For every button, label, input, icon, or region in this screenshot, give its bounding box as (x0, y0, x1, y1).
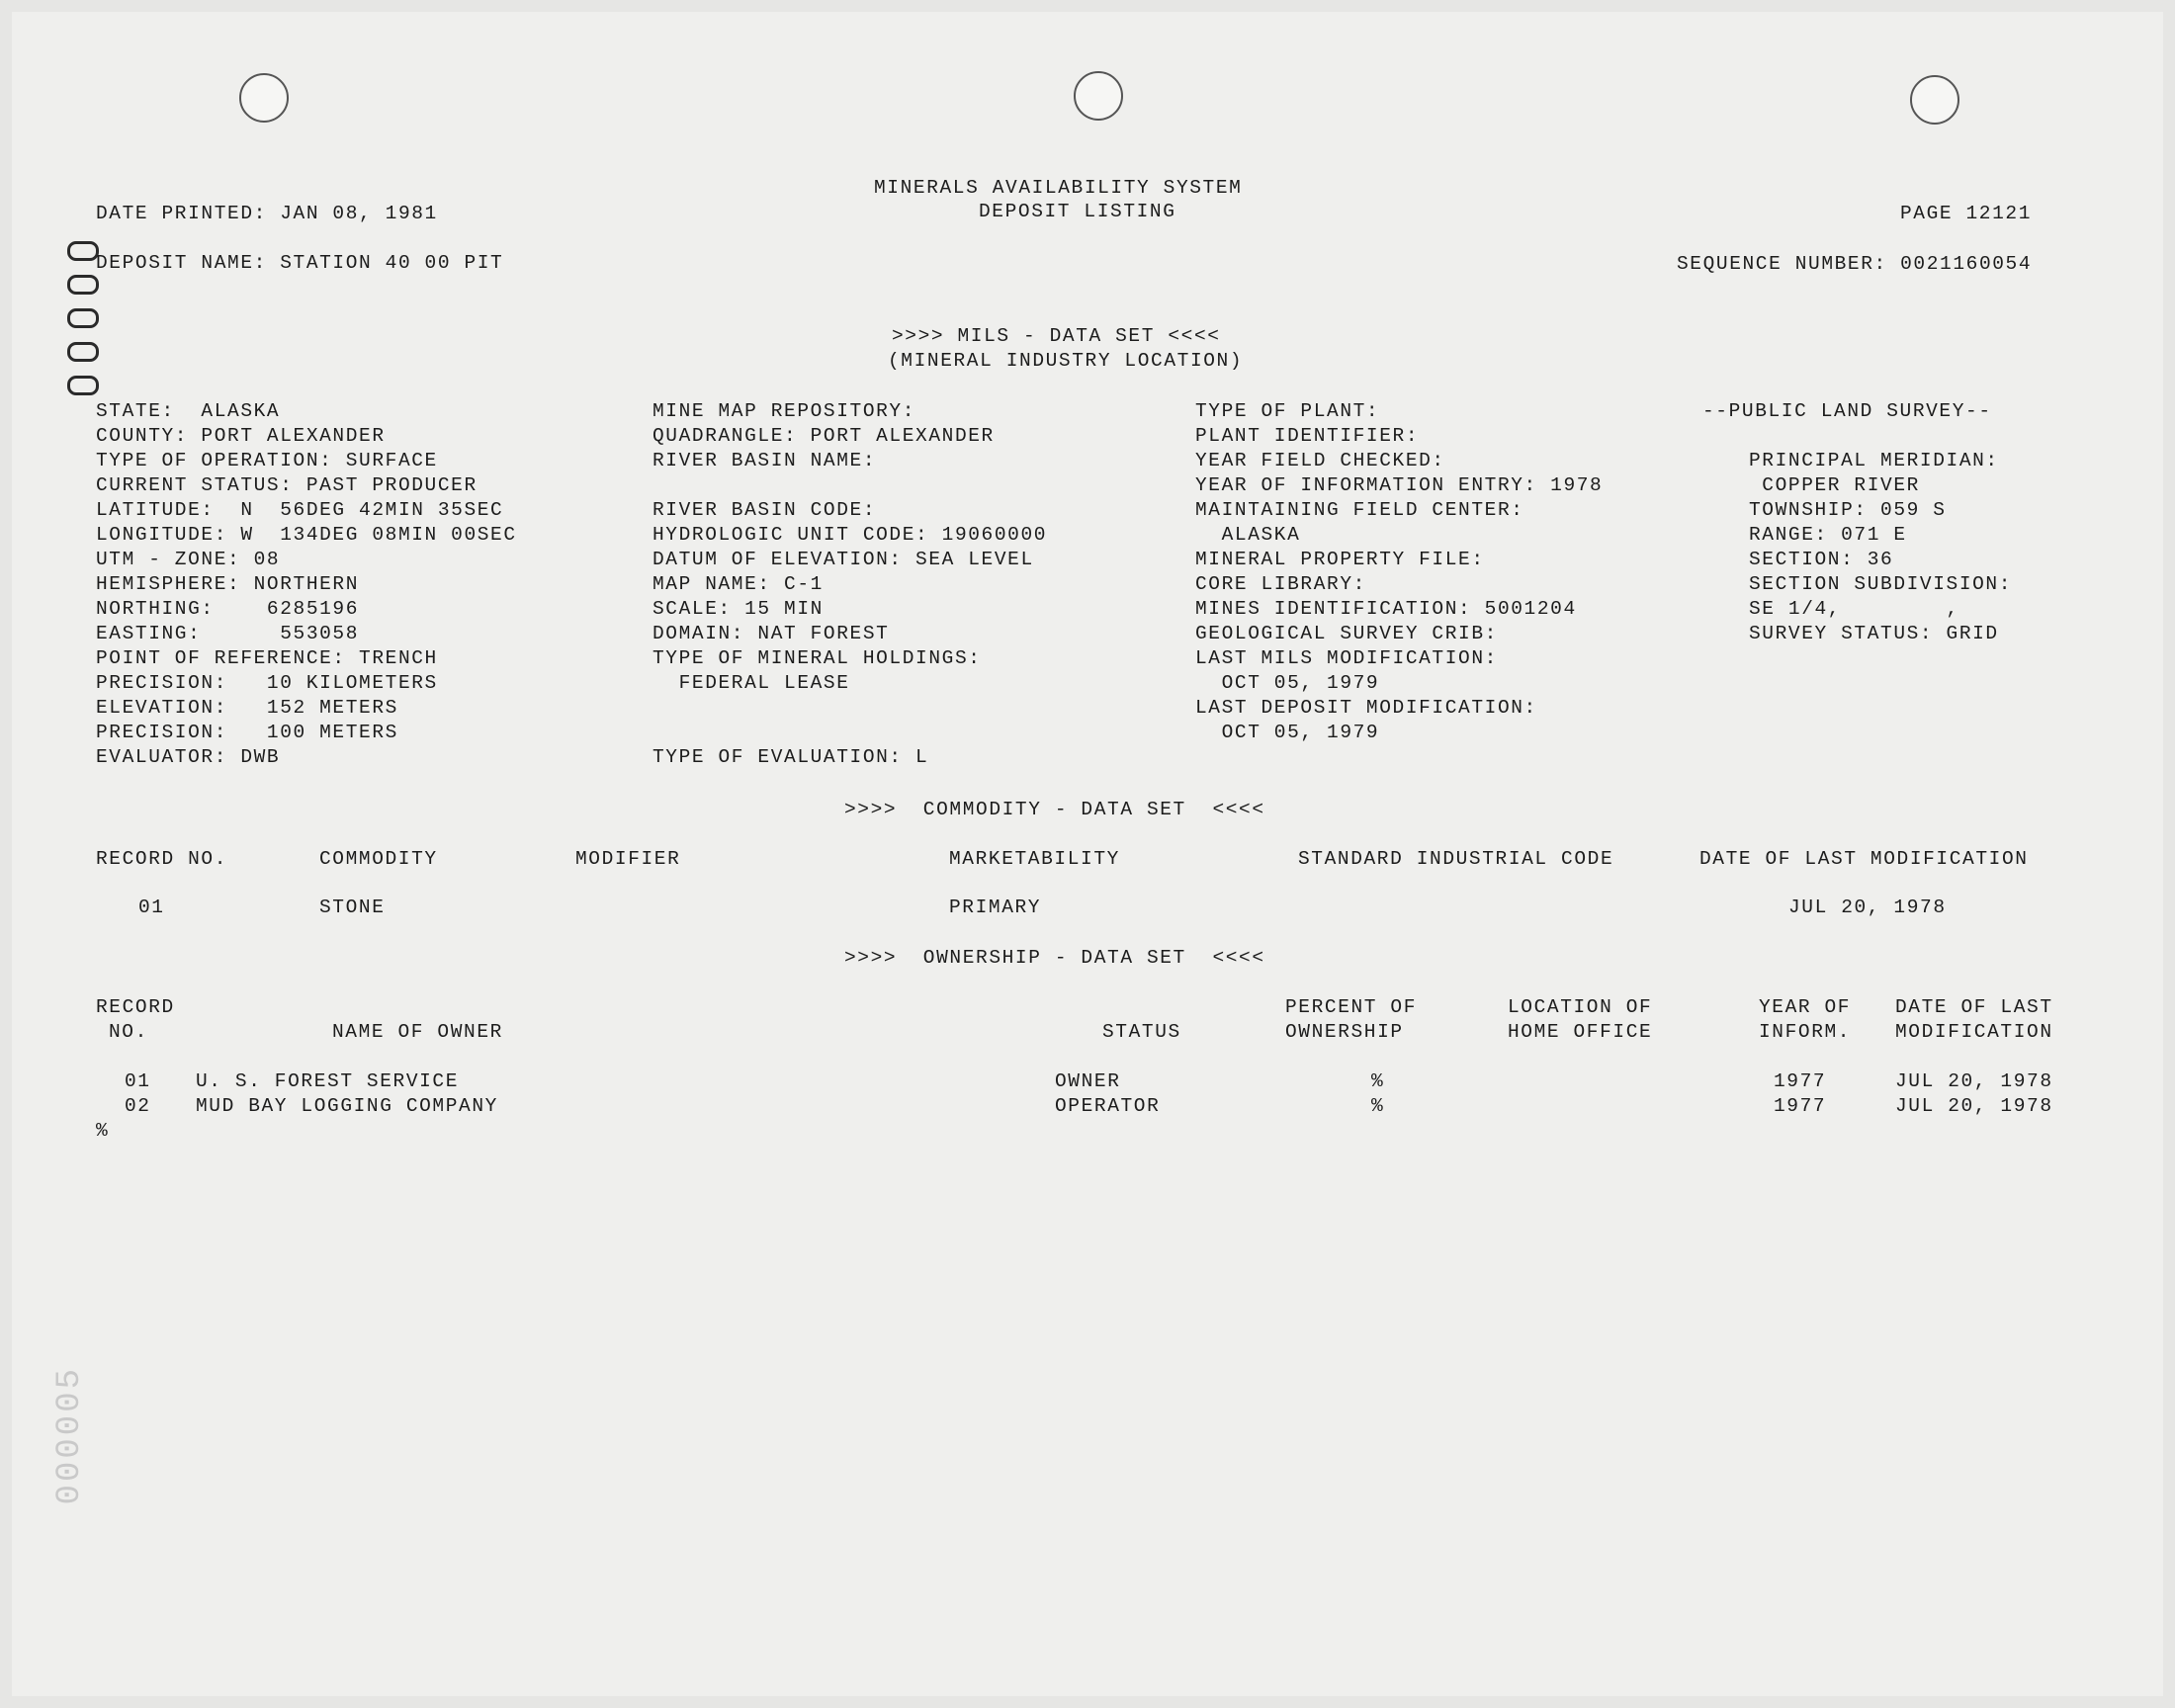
field-line: PRECISION: 100 METERS (96, 722, 398, 743)
field-line: LATITUDE: N 56DEG 42MIN 35SEC (96, 499, 504, 521)
mils-title: >>>> MILS - DATA SET <<<< (892, 325, 1221, 347)
ownership-row-record: 02 (125, 1095, 151, 1117)
field-line: POINT OF REFERENCE: TRENCH (96, 647, 438, 669)
commodity-row-marketability: PRIMARY (949, 897, 1042, 918)
field-line: RANGE: 071 E (1749, 524, 1907, 546)
ownership-row-date: JUL 20, 1978 (1895, 1095, 2053, 1117)
field-line: TYPE OF PLANT: (1195, 400, 1380, 422)
field-line: SE 1/4, , (1749, 598, 1959, 620)
commodity-header-record: RECORD NO. (96, 848, 228, 870)
ownership-header-status: STATUS (1102, 1021, 1181, 1043)
page-number: PAGE 12121 (1900, 203, 2033, 224)
mils-subtitle: (MINERAL INDUSTRY LOCATION) (888, 350, 1244, 372)
field-line: MINES IDENTIFICATION: 5001204 (1195, 598, 1577, 620)
public-land-survey-title: --PUBLIC LAND SURVEY-- (1702, 400, 1992, 422)
field-line: OCT 05, 1979 (1195, 672, 1380, 694)
ownership-header-ownership: OWNERSHIP (1285, 1021, 1404, 1043)
field-line: TOWNSHIP: 059 S (1749, 499, 1947, 521)
field-line: TYPE OF OPERATION: SURFACE (96, 450, 438, 471)
field-line: DATUM OF ELEVATION: SEA LEVEL (652, 549, 1034, 570)
field-line: SECTION SUBDIVISION: (1749, 573, 2013, 595)
field-line (652, 721, 1047, 745)
field-line: GEOLOGICAL SURVEY CRIB: (1195, 623, 1498, 644)
commodity-header-commodity: COMMODITY (319, 848, 438, 870)
field-line: HYDROLOGIC UNIT CODE: 19060000 (652, 524, 1048, 546)
ownership-header-date: DATE OF LAST (1895, 996, 2053, 1018)
field-line: MINE MAP REPOSITORY: (652, 400, 916, 422)
field-line: TYPE OF MINERAL HOLDINGS: (652, 647, 982, 669)
ownership-row-date: JUL 20, 1978 (1895, 1070, 2053, 1092)
field-line: STATE: ALASKA (96, 400, 281, 422)
commodity-row-date: JUL 20, 1978 (1788, 897, 1947, 918)
commodity-header-sic: STANDARD INDUSTRIAL CODE (1298, 848, 1614, 870)
field-line: EASTING: 553058 (96, 623, 360, 644)
field-line: OCT 05, 1979 (1195, 722, 1380, 743)
commodity-header-date: DATE OF LAST MODIFICATION (1699, 848, 2029, 870)
commodity-title: >>>> COMMODITY - DATA SET <<<< (844, 799, 1265, 820)
ownership-row-percent: % (1371, 1070, 1385, 1092)
ownership-row-status: OPERATOR (1055, 1095, 1161, 1117)
field-line (652, 473, 1047, 498)
field-line: MAP NAME: C-1 (652, 573, 824, 595)
ownership-row-name: U. S. FOREST SERVICE (196, 1070, 460, 1092)
mils-column-location (96, 399, 517, 770)
field-line: RIVER BASIN CODE: (652, 499, 877, 521)
field-line: YEAR FIELD CHECKED: (1195, 450, 1445, 471)
deposit-name: DEPOSIT NAME: STATION 40 00 PIT (96, 252, 504, 274)
commodity-header-marketability: MARKETABILITY (949, 848, 1120, 870)
ownership-row-year: 1977 (1774, 1095, 1827, 1117)
field-line: HEMISPHERE: NORTHERN (96, 573, 360, 595)
field-line: PRECISION: 10 KILOMETERS (96, 672, 438, 694)
field-line: QUADRANGLE: PORT ALEXANDER (652, 425, 995, 447)
document-page (12, 12, 2163, 1696)
field-line: EVALUATOR: DWB (96, 746, 281, 768)
end-of-record-mark: % (96, 1120, 110, 1142)
field-line: LAST MILS MODIFICATION: (1195, 647, 1498, 669)
ownership-row-status: OWNER (1055, 1070, 1121, 1092)
ownership-header-name: NAME OF OWNER (332, 1021, 503, 1043)
field-line: TYPE OF EVALUATION: L (652, 746, 929, 768)
listing-title: DEPOSIT LISTING (979, 201, 1176, 222)
field-line: LAST DEPOSIT MODIFICATION: (1195, 697, 1537, 719)
field-line: ELEVATION: 152 METERS (96, 697, 398, 719)
field-line: NORTHING: 6285196 (96, 598, 360, 620)
field-line: FEDERAL LEASE (652, 672, 850, 694)
ownership-title: >>>> OWNERSHIP - DATA SET <<<< (844, 947, 1265, 969)
date-printed: DATE PRINTED: JAN 08, 1981 (96, 203, 438, 224)
ownership-header-year: YEAR OF (1759, 996, 1852, 1018)
field-line: PRINCIPAL MERIDIAN: (1749, 450, 1999, 471)
field-line: SURVEY STATUS: GRID (1749, 623, 1999, 644)
ownership-row-percent: % (1371, 1095, 1385, 1117)
mils-column-land-survey (1749, 424, 2012, 646)
binder-hole-center (1074, 71, 1123, 121)
field-line: RIVER BASIN NAME: (652, 450, 877, 471)
field-line: YEAR OF INFORMATION ENTRY: 1978 (1195, 474, 1604, 496)
commodity-header-modifier: MODIFIER (575, 848, 681, 870)
commodity-row-commodity: STONE (319, 897, 386, 918)
field-line (1749, 424, 2012, 449)
mils-column-map (652, 399, 1047, 770)
field-line: CURRENT STATUS: PAST PRODUCER (96, 474, 478, 496)
field-line (652, 696, 1047, 721)
field-line: CORE LIBRARY: (1195, 573, 1366, 595)
ownership-row-record: 01 (125, 1070, 151, 1092)
ownership-row-year: 1977 (1774, 1070, 1827, 1092)
field-line: MINERAL PROPERTY FILE: (1195, 549, 1485, 570)
ownership-header-record: RECORD (96, 996, 175, 1018)
field-line: LONGITUDE: W 134DEG 08MIN 00SEC (96, 524, 517, 546)
field-line: ALASKA (1195, 524, 1301, 546)
ownership-header-location: LOCATION OF (1508, 996, 1653, 1018)
commodity-row-record: 01 (138, 897, 165, 918)
field-line: COUNTY: PORT ALEXANDER (96, 425, 386, 447)
faded-stamp: 000005 (51, 1366, 89, 1505)
ownership-header-record-no: NO. (109, 1021, 148, 1043)
ownership-header-home-office: HOME OFFICE (1508, 1021, 1653, 1043)
field-line: UTM - ZONE: 08 (96, 549, 281, 570)
system-title: MINERALS AVAILABILITY SYSTEM (874, 177, 1243, 199)
binder-hole-right (1910, 75, 1959, 125)
sequence-number: SEQUENCE NUMBER: 0021160054 (1677, 253, 2033, 275)
field-line: MAINTAINING FIELD CENTER: (1195, 499, 1524, 521)
field-line: PLANT IDENTIFIER: (1195, 425, 1420, 447)
field-line: DOMAIN: NAT FOREST (652, 623, 890, 644)
mils-column-plant (1195, 399, 1603, 745)
field-line: SCALE: 15 MIN (652, 598, 824, 620)
binder-hole-left (239, 73, 289, 123)
ownership-header-percent: PERCENT OF (1285, 996, 1418, 1018)
ownership-header-modification: MODIFICATION (1895, 1021, 2053, 1043)
film-mark (67, 241, 99, 409)
field-line: COPPER RIVER (1749, 474, 1920, 496)
ownership-row-name: MUD BAY LOGGING COMPANY (196, 1095, 498, 1117)
ownership-header-inform: INFORM. (1759, 1021, 1852, 1043)
field-line: SECTION: 36 (1749, 549, 1894, 570)
